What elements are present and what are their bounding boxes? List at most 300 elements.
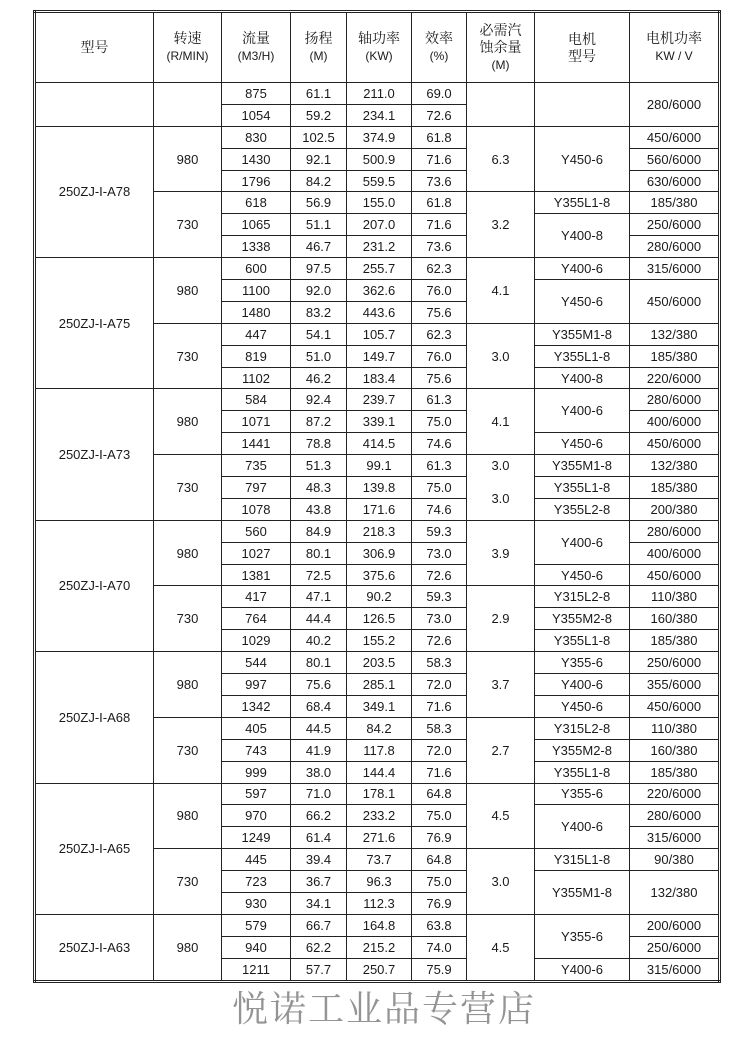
table-cell: 250ZJ-I-A73 xyxy=(35,389,154,520)
table-cell: 1065 xyxy=(222,214,291,236)
table-cell: Y355M1-8 xyxy=(535,323,630,345)
table-cell: 4.1 xyxy=(467,258,535,324)
table-cell: 1071 xyxy=(222,411,291,433)
table-cell: 160/380 xyxy=(630,608,720,630)
table-cell: Y355M1-8 xyxy=(535,871,630,915)
table-cell: 207.0 xyxy=(347,214,412,236)
table-cell: 73.7 xyxy=(347,849,412,871)
table-cell: 75.0 xyxy=(412,477,467,499)
header-motor-power xyxy=(630,12,720,83)
table-cell: 59.3 xyxy=(412,586,467,608)
table-cell: 6.3 xyxy=(467,126,535,192)
table-cell: 997 xyxy=(222,674,291,696)
table-cell: 400/6000 xyxy=(630,542,720,564)
table-cell: 76.9 xyxy=(412,892,467,914)
table-cell: 185/380 xyxy=(630,761,720,783)
table-cell: 84.2 xyxy=(291,170,347,192)
header-model xyxy=(35,12,154,83)
header-npsh xyxy=(467,12,535,83)
table-cell: 183.4 xyxy=(347,367,412,389)
table-cell: 280/6000 xyxy=(630,520,720,542)
table-cell: 51.3 xyxy=(291,455,347,477)
table-cell: 271.6 xyxy=(347,827,412,849)
table-cell: 132/380 xyxy=(630,871,720,915)
table-cell: 72.6 xyxy=(412,104,467,126)
header-label: 轴功率 xyxy=(358,30,400,46)
table-cell: 68.4 xyxy=(291,695,347,717)
table-cell xyxy=(35,83,154,127)
table-cell: Y450-6 xyxy=(535,564,630,586)
table-cell: 102.5 xyxy=(291,126,347,148)
header-label: 型号 xyxy=(568,47,596,64)
table-cell: 58.3 xyxy=(412,717,467,739)
table-cell: 250ZJ-I-A75 xyxy=(35,258,154,389)
table-cell: 349.1 xyxy=(347,695,412,717)
table-cell: Y355M1-8 xyxy=(535,455,630,477)
table-cell: 250/6000 xyxy=(630,652,720,674)
table-cell: Y400-6 xyxy=(535,674,630,696)
table-cell: 560/6000 xyxy=(630,148,720,170)
table-cell: 76.9 xyxy=(412,827,467,849)
table-cell: 980 xyxy=(154,258,222,324)
table-cell: 36.7 xyxy=(291,871,347,893)
table-cell: 339.1 xyxy=(347,411,412,433)
table-cell: Y355L1-8 xyxy=(535,630,630,652)
table-cell: 584 xyxy=(222,389,291,411)
table-cell: 51.1 xyxy=(291,214,347,236)
table-cell: 58.3 xyxy=(412,652,467,674)
table-cell: 215.2 xyxy=(347,936,412,958)
table-cell: 2.9 xyxy=(467,586,535,652)
table-cell: 450/6000 xyxy=(630,433,720,455)
table-cell: 61.1 xyxy=(291,83,347,105)
table-cell: 1796 xyxy=(222,170,291,192)
table-cell: 80.1 xyxy=(291,542,347,564)
table-cell: 579 xyxy=(222,914,291,936)
table-cell: 3.7 xyxy=(467,652,535,718)
table-cell: 54.1 xyxy=(291,323,347,345)
table-cell: 280/6000 xyxy=(630,805,720,827)
header-label: 型号 xyxy=(80,39,109,55)
header-label: 效率 xyxy=(425,30,453,46)
table-cell: 139.8 xyxy=(347,477,412,499)
table-cell: 75.6 xyxy=(291,674,347,696)
table-cell: 92.1 xyxy=(291,148,347,170)
table-cell: 38.0 xyxy=(291,761,347,783)
table-cell: Y355L1-8 xyxy=(535,761,630,783)
table-cell: 723 xyxy=(222,871,291,893)
table-cell: 618 xyxy=(222,192,291,214)
table-cell: 75.9 xyxy=(412,958,467,981)
table-cell: 250.7 xyxy=(347,958,412,981)
table-cell: 72.6 xyxy=(412,630,467,652)
table-cell: Y400-6 xyxy=(535,258,630,280)
table-cell: 445 xyxy=(222,849,291,871)
table-cell: 71.6 xyxy=(412,148,467,170)
table-cell: Y450-6 xyxy=(535,126,630,192)
table-cell: Y355L2-8 xyxy=(535,498,630,520)
table-cell: 414.5 xyxy=(347,433,412,455)
table-cell: 4.1 xyxy=(467,389,535,455)
table-cell: 69.0 xyxy=(412,83,467,105)
header-unit: (KW) xyxy=(365,49,393,63)
table-cell: 84.9 xyxy=(291,520,347,542)
table-cell: 132/380 xyxy=(630,455,720,477)
table-cell: Y400-8 xyxy=(535,214,630,258)
table-cell: 144.4 xyxy=(347,761,412,783)
table-cell: 1249 xyxy=(222,827,291,849)
table-cell: 234.1 xyxy=(347,104,412,126)
table-cell: Y355L1-8 xyxy=(535,477,630,499)
header-efficiency xyxy=(412,12,467,83)
table-cell: 980 xyxy=(154,389,222,455)
table-cell: 250ZJ-I-A65 xyxy=(35,783,154,914)
table-cell: 126.5 xyxy=(347,608,412,630)
table-cell: 980 xyxy=(154,783,222,849)
table-cell: 75.0 xyxy=(412,871,467,893)
table-cell: 64.8 xyxy=(412,783,467,805)
table-cell: 34.1 xyxy=(291,892,347,914)
table-cell: 1338 xyxy=(222,236,291,258)
table-row xyxy=(35,652,720,674)
table-cell: 1381 xyxy=(222,564,291,586)
table-cell: Y355L1-8 xyxy=(535,345,630,367)
table-cell: 250ZJ-I-A63 xyxy=(35,914,154,981)
table-cell: 218.3 xyxy=(347,520,412,542)
table-cell: 233.2 xyxy=(347,805,412,827)
table-cell: 171.6 xyxy=(347,498,412,520)
table-cell: 315/6000 xyxy=(630,827,720,849)
header-label: 流量 xyxy=(242,30,270,46)
header-head xyxy=(291,12,347,83)
table-cell: 61.3 xyxy=(412,389,467,411)
table-cell: 155.2 xyxy=(347,630,412,652)
table-cell: 980 xyxy=(154,652,222,718)
table-cell: 117.8 xyxy=(347,739,412,761)
table-cell: 72.5 xyxy=(291,564,347,586)
table-cell: 280/6000 xyxy=(630,389,720,411)
table-cell: 1342 xyxy=(222,695,291,717)
table-cell: 164.8 xyxy=(347,914,412,936)
table-cell: 59.3 xyxy=(412,520,467,542)
table-cell: 730 xyxy=(154,192,222,258)
header-label: 扬程 xyxy=(304,30,333,46)
table-cell: 3.2 xyxy=(467,192,535,258)
table-cell: 443.6 xyxy=(347,301,412,323)
table-cell xyxy=(154,83,222,127)
table-cell: 1100 xyxy=(222,280,291,302)
table-cell: Y315L2-8 xyxy=(535,717,630,739)
watermark: 悦诺工业品专营店 xyxy=(232,989,537,1030)
table-cell: 280/6000 xyxy=(630,236,720,258)
table-body xyxy=(35,83,720,982)
table-cell: 315/6000 xyxy=(630,958,720,981)
table-row xyxy=(35,783,720,805)
table-cell: 980 xyxy=(154,520,222,586)
table-cell: 43.8 xyxy=(291,498,347,520)
table-cell: Y400-8 xyxy=(535,367,630,389)
table-cell: 75.0 xyxy=(412,411,467,433)
table-cell: 250/6000 xyxy=(630,214,720,236)
header-label: 转速 xyxy=(173,30,202,46)
table-cell: 285.1 xyxy=(347,674,412,696)
table-cell: 178.1 xyxy=(347,783,412,805)
table-row xyxy=(35,258,720,280)
table-cell: 560 xyxy=(222,520,291,542)
table-cell: 231.2 xyxy=(347,236,412,258)
header-unit: KW / V xyxy=(655,49,693,63)
table-cell: 4.5 xyxy=(467,783,535,849)
table-cell: 73.0 xyxy=(412,542,467,564)
table-cell: 112.3 xyxy=(347,892,412,914)
table-cell: 1029 xyxy=(222,630,291,652)
table-cell: 1054 xyxy=(222,104,291,126)
table-cell: 730 xyxy=(154,323,222,389)
table-cell: 220/6000 xyxy=(630,367,720,389)
table-cell: 730 xyxy=(154,717,222,783)
table-cell: Y355-6 xyxy=(535,652,630,674)
table-cell: 450/6000 xyxy=(630,126,720,148)
table-cell: 797 xyxy=(222,477,291,499)
header-speed xyxy=(154,12,222,83)
table-cell: 730 xyxy=(154,586,222,652)
table-cell: Y355M2-8 xyxy=(535,739,630,761)
table-cell: Y355-6 xyxy=(535,914,630,958)
table-cell: 92.0 xyxy=(291,280,347,302)
table-cell: 99.1 xyxy=(347,455,412,477)
table-cell: 62.3 xyxy=(412,323,467,345)
table-cell: 71.6 xyxy=(412,761,467,783)
table-cell: 544 xyxy=(222,652,291,674)
table-cell: 74.0 xyxy=(412,936,467,958)
table-cell: 203.5 xyxy=(347,652,412,674)
table-cell: 72.6 xyxy=(412,564,467,586)
table-cell: 200/6000 xyxy=(630,914,720,936)
table-cell: 764 xyxy=(222,608,291,630)
table-cell: 61.8 xyxy=(412,126,467,148)
table-row xyxy=(35,126,720,148)
table-cell: Y400-6 xyxy=(535,389,630,433)
table-cell: Y400-6 xyxy=(535,520,630,564)
table-cell: 355/6000 xyxy=(630,674,720,696)
table-cell: 84.2 xyxy=(347,717,412,739)
table-cell: 185/380 xyxy=(630,630,720,652)
table-cell: 600 xyxy=(222,258,291,280)
table-cell: Y400-6 xyxy=(535,805,630,849)
table-cell: 3.9 xyxy=(467,520,535,586)
table-cell: 87.2 xyxy=(291,411,347,433)
table-cell: Y355-6 xyxy=(535,783,630,805)
table-cell: 450/6000 xyxy=(630,280,720,324)
header-unit: (%) xyxy=(429,49,449,63)
table-cell: 80.1 xyxy=(291,652,347,674)
table-cell: 44.5 xyxy=(291,717,347,739)
header-unit: (M3/H) xyxy=(237,49,275,63)
table-cell: 75.6 xyxy=(412,367,467,389)
table-cell: 250ZJ-I-A78 xyxy=(35,126,154,257)
table-cell: 980 xyxy=(154,126,222,192)
table-cell: 185/380 xyxy=(630,345,720,367)
table-cell: 980 xyxy=(154,914,222,981)
table-cell: 46.7 xyxy=(291,236,347,258)
table-cell: 2.7 xyxy=(467,717,535,783)
table-cell: 62.3 xyxy=(412,258,467,280)
table-cell: 71.6 xyxy=(412,214,467,236)
table-cell: 74.6 xyxy=(412,498,467,520)
table-row xyxy=(35,389,720,411)
table-cell: 73.6 xyxy=(412,236,467,258)
table-cell xyxy=(467,83,535,127)
table-cell: 64.8 xyxy=(412,849,467,871)
table-cell: 730 xyxy=(154,455,222,521)
table-cell: 4.5 xyxy=(467,914,535,981)
table-cell: 3.0 xyxy=(467,455,535,477)
table-cell: 211.0 xyxy=(347,83,412,105)
table-cell: 450/6000 xyxy=(630,695,720,717)
table-cell: Y355M2-8 xyxy=(535,608,630,630)
table-cell: 970 xyxy=(222,805,291,827)
table-cell: 72.0 xyxy=(412,739,467,761)
table-cell: 315/6000 xyxy=(630,258,720,280)
table-cell: 66.7 xyxy=(291,914,347,936)
table-cell: 999 xyxy=(222,761,291,783)
table-cell: 47.1 xyxy=(291,586,347,608)
table-cell: 559.5 xyxy=(347,170,412,192)
table-cell: Y315L1-8 xyxy=(535,849,630,871)
header-row xyxy=(35,12,720,83)
table-cell: 90.2 xyxy=(347,586,412,608)
table-cell: 447 xyxy=(222,323,291,345)
table-cell: 75.0 xyxy=(412,805,467,827)
header-shaft-power xyxy=(347,12,412,83)
table-cell: 72.0 xyxy=(412,674,467,696)
table-cell: 1078 xyxy=(222,498,291,520)
header-unit: (R/MIN) xyxy=(166,49,209,63)
table-cell: 239.7 xyxy=(347,389,412,411)
table-cell: 3.0 xyxy=(467,477,535,521)
table-cell: 39.4 xyxy=(291,849,347,871)
table-cell: 75.6 xyxy=(412,301,467,323)
table-cell: 74.6 xyxy=(412,433,467,455)
pump-spec-table xyxy=(33,10,721,983)
table-cell: 90/380 xyxy=(630,849,720,871)
table-cell: 61.8 xyxy=(412,192,467,214)
table-cell: 78.8 xyxy=(291,433,347,455)
header-label: 电机 xyxy=(568,30,596,47)
table-cell: 930 xyxy=(222,892,291,914)
table-row xyxy=(35,83,720,105)
table-cell: 92.4 xyxy=(291,389,347,411)
header-motor-model xyxy=(535,12,630,83)
table-cell: 819 xyxy=(222,345,291,367)
table-cell: 250ZJ-I-A70 xyxy=(35,520,154,651)
table-cell: 96.3 xyxy=(347,871,412,893)
table-cell: 735 xyxy=(222,455,291,477)
table-cell: 306.9 xyxy=(347,542,412,564)
table-cell: Y355L1-8 xyxy=(535,192,630,214)
table-cell: 155.0 xyxy=(347,192,412,214)
table-cell: 1430 xyxy=(222,148,291,170)
table-cell: 830 xyxy=(222,126,291,148)
table-cell: 71.0 xyxy=(291,783,347,805)
table-cell: 3.0 xyxy=(467,849,535,915)
table-cell: 73.6 xyxy=(412,170,467,192)
table-cell: 280/6000 xyxy=(630,83,720,127)
table-cell: 597 xyxy=(222,783,291,805)
table-cell: Y315L2-8 xyxy=(535,586,630,608)
table-cell: Y400-6 xyxy=(535,958,630,981)
table-cell: 110/380 xyxy=(630,586,720,608)
table-cell: 76.0 xyxy=(412,345,467,367)
table-cell: 48.3 xyxy=(291,477,347,499)
table-cell: 200/380 xyxy=(630,498,720,520)
table-cell: 59.2 xyxy=(291,104,347,126)
table-cell: 250/6000 xyxy=(630,936,720,958)
table-cell: 3.0 xyxy=(467,323,535,389)
table-cell: 57.7 xyxy=(291,958,347,981)
table-cell: 743 xyxy=(222,739,291,761)
table-cell: 940 xyxy=(222,936,291,958)
table-cell: 44.4 xyxy=(291,608,347,630)
table-cell: 630/6000 xyxy=(630,170,720,192)
table-cell: 46.2 xyxy=(291,367,347,389)
table-cell: 61.4 xyxy=(291,827,347,849)
table-cell: 255.7 xyxy=(347,258,412,280)
table-cell: Y450-6 xyxy=(535,695,630,717)
table-cell xyxy=(535,83,630,127)
table-cell: 83.2 xyxy=(291,301,347,323)
header-unit: (M) xyxy=(491,57,510,72)
table-cell: 149.7 xyxy=(347,345,412,367)
header-label: 电机功率 xyxy=(646,30,702,46)
table-cell: 56.9 xyxy=(291,192,347,214)
table-cell: 1441 xyxy=(222,433,291,455)
table-cell: 1027 xyxy=(222,542,291,564)
table-cell: 450/6000 xyxy=(630,564,720,586)
table-cell: 110/380 xyxy=(630,717,720,739)
header-flow xyxy=(222,12,291,83)
table-cell: 1211 xyxy=(222,958,291,981)
table-row xyxy=(35,914,720,936)
table-cell: 375.6 xyxy=(347,564,412,586)
table-cell: 63.8 xyxy=(412,914,467,936)
table-cell: 41.9 xyxy=(291,739,347,761)
table-cell: 160/380 xyxy=(630,739,720,761)
table-cell: 185/380 xyxy=(630,477,720,499)
table-cell: 132/380 xyxy=(630,323,720,345)
table-cell: 405 xyxy=(222,717,291,739)
table-cell: 97.5 xyxy=(291,258,347,280)
table-cell: 73.0 xyxy=(412,608,467,630)
table-cell: 62.2 xyxy=(291,936,347,958)
table-cell: 61.3 xyxy=(412,455,467,477)
table-cell: 417 xyxy=(222,586,291,608)
table-cell: 875 xyxy=(222,83,291,105)
table-cell: 400/6000 xyxy=(630,411,720,433)
table-cell: 250ZJ-I-A68 xyxy=(35,652,154,783)
table-cell: 66.2 xyxy=(291,805,347,827)
table-cell: 500.9 xyxy=(347,148,412,170)
header-label: 必需汽蚀余量 xyxy=(479,21,522,55)
table-cell: 1480 xyxy=(222,301,291,323)
table-row xyxy=(35,520,720,542)
table-cell: 362.6 xyxy=(347,280,412,302)
header-unit: (M) xyxy=(309,49,328,63)
table-cell: 220/6000 xyxy=(630,783,720,805)
table-cell: 51.0 xyxy=(291,345,347,367)
table-cell: 71.6 xyxy=(412,695,467,717)
table-cell: Y450-6 xyxy=(535,433,630,455)
